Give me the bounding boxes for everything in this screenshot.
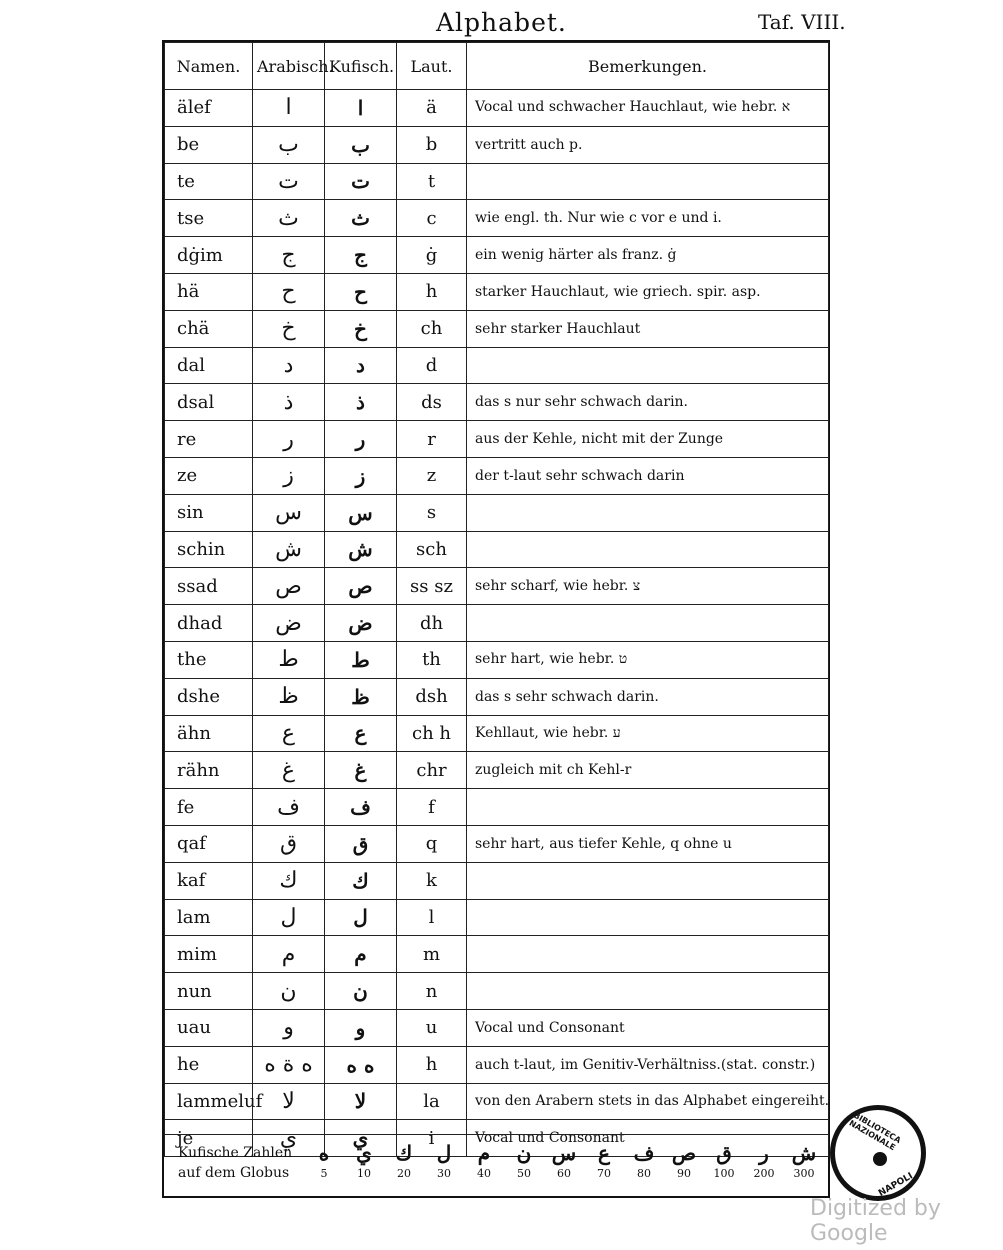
remark-text: vertritt auch p. bbox=[467, 126, 829, 163]
table-row bbox=[165, 1083, 829, 1120]
watermark: Digitized by Google bbox=[810, 1196, 941, 1246]
arabic-glyph: ي bbox=[253, 1120, 325, 1157]
laut-value: ch h bbox=[397, 715, 467, 752]
remark-text bbox=[467, 531, 829, 568]
letter-name: sin bbox=[165, 494, 253, 531]
remark-text: ein wenig härter als franz. ġ bbox=[467, 237, 829, 274]
remark-text bbox=[467, 936, 829, 973]
remark-text: das s nur sehr schwach darin. bbox=[467, 384, 829, 421]
remark-text: Vocal und Consonant bbox=[467, 1009, 829, 1046]
laut-value: dsh bbox=[397, 678, 467, 715]
arabic-glyph: ج bbox=[253, 237, 325, 274]
letter-name: ähn bbox=[165, 715, 253, 752]
laut-value: ä bbox=[397, 90, 467, 127]
laut-value: l bbox=[397, 899, 467, 936]
numeral-item bbox=[662, 1141, 706, 1180]
letter-name: ze bbox=[165, 457, 253, 494]
header-namen: Namen. bbox=[165, 43, 253, 90]
arabic-glyph: ع bbox=[253, 715, 325, 752]
kufic-glyph: ب bbox=[325, 126, 397, 163]
remark-text: starker Hauchlaut, wie griech. spir. asp. bbox=[467, 273, 829, 310]
laut-value: r bbox=[397, 421, 467, 458]
table-row bbox=[165, 568, 829, 605]
arabic-glyph: ث bbox=[253, 200, 325, 237]
numeral-value: 80 bbox=[637, 1167, 651, 1180]
arabic-glyph: ر bbox=[253, 421, 325, 458]
kufic-glyph: ج bbox=[325, 237, 397, 274]
letter-name: nun bbox=[165, 973, 253, 1010]
remark-text: aus der Kehle, nicht mit der Zunge bbox=[467, 421, 829, 458]
library-stamp bbox=[830, 1105, 926, 1201]
arabic-glyph: و bbox=[253, 1009, 325, 1046]
header-laut: Laut. bbox=[397, 43, 467, 90]
arabic-glyph: ا bbox=[253, 90, 325, 127]
kufic-glyph: م bbox=[325, 936, 397, 973]
table-row bbox=[165, 90, 829, 127]
remark-text: Vocal und schwacher Hauchlaut, wie hebr. א bbox=[467, 90, 829, 127]
numeral-item bbox=[702, 1141, 746, 1180]
letter-name: lammeluf bbox=[165, 1083, 253, 1120]
letter-name: je bbox=[165, 1120, 253, 1157]
remark-text: sehr scharf, wie hebr. צ bbox=[467, 568, 829, 605]
kufic-glyph: ت bbox=[325, 163, 397, 200]
laut-value: b bbox=[397, 126, 467, 163]
letter-name: mim bbox=[165, 936, 253, 973]
header-row bbox=[165, 43, 829, 90]
remark-text bbox=[467, 862, 829, 899]
table-row bbox=[165, 1046, 829, 1083]
kufic-glyph: ش bbox=[325, 531, 397, 568]
kufic-glyph: ظ bbox=[325, 678, 397, 715]
letter-name: dhad bbox=[165, 605, 253, 642]
table-row bbox=[165, 163, 829, 200]
remark-text bbox=[467, 347, 829, 384]
laut-value: i bbox=[397, 1120, 467, 1157]
numeral-value: 5 bbox=[320, 1167, 328, 1180]
numeral-glyph: ع bbox=[598, 1141, 610, 1165]
numeral-item bbox=[782, 1141, 826, 1180]
numerals-label-line2: auf dem Globus bbox=[178, 1165, 290, 1181]
header-bemerkungen: Bemerkungen. bbox=[467, 43, 829, 90]
numeral-item bbox=[542, 1141, 586, 1180]
table-row bbox=[165, 678, 829, 715]
numeral-value: 300 bbox=[793, 1167, 815, 1180]
laut-value: th bbox=[397, 641, 467, 678]
kufic-glyph: ق bbox=[325, 825, 397, 862]
kufic-glyph: ا bbox=[325, 90, 397, 127]
table-row bbox=[165, 825, 829, 862]
remark-text: zugleich mit ch Kehl-r bbox=[467, 752, 829, 789]
letter-name: rähn bbox=[165, 752, 253, 789]
kufic-glyph: و bbox=[325, 1009, 397, 1046]
plate-number: Taf. VIII. bbox=[758, 10, 846, 34]
stamp-emblem-icon bbox=[873, 1152, 887, 1166]
numeral-item bbox=[502, 1141, 546, 1180]
numeral-item bbox=[622, 1141, 666, 1180]
arabic-glyph: م bbox=[253, 936, 325, 973]
kufic-glyph: ع bbox=[325, 715, 397, 752]
laut-value: sch bbox=[397, 531, 467, 568]
arabic-glyph: ل bbox=[253, 899, 325, 936]
remark-text: Kehllaut, wie hebr. ע bbox=[467, 715, 829, 752]
arabic-glyph: ب bbox=[253, 126, 325, 163]
numeral-glyph: ه bbox=[318, 1141, 330, 1165]
laut-value: s bbox=[397, 494, 467, 531]
table-row bbox=[165, 973, 829, 1010]
numeral-glyph: ر bbox=[759, 1141, 769, 1165]
kufic-glyph: ه ه bbox=[325, 1046, 397, 1083]
letter-name: uau bbox=[165, 1009, 253, 1046]
laut-value: n bbox=[397, 973, 467, 1010]
table-row bbox=[165, 936, 829, 973]
laut-value: dh bbox=[397, 605, 467, 642]
stamp-text-bottom: NAPOLI bbox=[877, 1171, 915, 1199]
numerals-label bbox=[178, 1143, 292, 1183]
laut-value: m bbox=[397, 936, 467, 973]
remark-text: sehr hart, aus tiefer Kehle, q ohne u bbox=[467, 825, 829, 862]
kufic-glyph: ح bbox=[325, 273, 397, 310]
letter-name: qaf bbox=[165, 825, 253, 862]
letter-name: te bbox=[165, 163, 253, 200]
arabic-glyph: ن bbox=[253, 973, 325, 1010]
numeral-item bbox=[582, 1141, 626, 1180]
numeral-item bbox=[382, 1141, 426, 1180]
kufic-glyph: ل bbox=[325, 899, 397, 936]
laut-value: z bbox=[397, 457, 467, 494]
numeral-value: 70 bbox=[597, 1167, 611, 1180]
numerals-label-line1: Kufische Zahlen bbox=[178, 1145, 293, 1161]
laut-value: ch bbox=[397, 310, 467, 347]
table-row bbox=[165, 126, 829, 163]
arabic-glyph: س bbox=[253, 494, 325, 531]
letter-name: fe bbox=[165, 789, 253, 826]
numeral-item bbox=[462, 1141, 506, 1180]
numeral-value: 200 bbox=[753, 1167, 775, 1180]
arabic-glyph: خ bbox=[253, 310, 325, 347]
numeral-value: 30 bbox=[437, 1167, 451, 1180]
table-row bbox=[165, 237, 829, 274]
table-row bbox=[165, 421, 829, 458]
header-kufisch: Kufisch. bbox=[325, 43, 397, 90]
table-row bbox=[165, 715, 829, 752]
kufic-glyph: ي bbox=[325, 1120, 397, 1157]
remark-text: von den Arabern stets in das Alphabet eingereiht. bbox=[467, 1083, 829, 1120]
letter-name: lam bbox=[165, 899, 253, 936]
kufic-numerals bbox=[164, 1134, 828, 1197]
header-arabisch: Arabisch. bbox=[253, 43, 325, 90]
numeral-item bbox=[302, 1141, 346, 1180]
kufic-glyph: لا bbox=[325, 1083, 397, 1120]
numeral-value: 40 bbox=[477, 1167, 491, 1180]
table-row bbox=[165, 384, 829, 421]
remark-text bbox=[467, 899, 829, 936]
letter-name: he bbox=[165, 1046, 253, 1083]
letter-name: dsal bbox=[165, 384, 253, 421]
laut-value: t bbox=[397, 163, 467, 200]
kufic-glyph: ف bbox=[325, 789, 397, 826]
kufic-glyph: ص bbox=[325, 568, 397, 605]
table-row bbox=[165, 494, 829, 531]
letter-name: the bbox=[165, 641, 253, 678]
kufic-glyph: ض bbox=[325, 605, 397, 642]
kufic-glyph: ن bbox=[325, 973, 397, 1010]
laut-value: h bbox=[397, 1046, 467, 1083]
numeral-item bbox=[342, 1141, 386, 1180]
table-row bbox=[165, 789, 829, 826]
table-row bbox=[165, 862, 829, 899]
arabic-glyph: ز bbox=[253, 457, 325, 494]
numeral-glyph: م bbox=[477, 1141, 491, 1165]
kufic-glyph: غ bbox=[325, 752, 397, 789]
numeral-value: 50 bbox=[517, 1167, 531, 1180]
remark-text bbox=[467, 605, 829, 642]
arabic-glyph: ذ bbox=[253, 384, 325, 421]
letter-name: schin bbox=[165, 531, 253, 568]
arabic-glyph: ق bbox=[253, 825, 325, 862]
table-row bbox=[165, 605, 829, 642]
letter-name: re bbox=[165, 421, 253, 458]
remark-text: auch t-laut, im Genitiv-Verhältniss.(stat. constr.) bbox=[467, 1046, 829, 1083]
table-row bbox=[165, 310, 829, 347]
kufic-glyph: ز bbox=[325, 457, 397, 494]
table-row bbox=[165, 1009, 829, 1046]
laut-value: k bbox=[397, 862, 467, 899]
letter-name: kaf bbox=[165, 862, 253, 899]
kufic-glyph: ر bbox=[325, 421, 397, 458]
numeral-glyph: ن bbox=[516, 1141, 532, 1165]
laut-value: ss sz bbox=[397, 568, 467, 605]
table-row bbox=[165, 200, 829, 237]
kufic-glyph: د bbox=[325, 347, 397, 384]
numeral-value: 20 bbox=[397, 1167, 411, 1180]
laut-value: ġ bbox=[397, 237, 467, 274]
table-row bbox=[165, 457, 829, 494]
arabic-glyph: ح bbox=[253, 273, 325, 310]
arabic-glyph: ت bbox=[253, 163, 325, 200]
arabic-glyph: ض bbox=[253, 605, 325, 642]
numeral-glyph: ق bbox=[716, 1141, 732, 1165]
arabic-glyph: ص bbox=[253, 568, 325, 605]
arabic-glyph: د bbox=[253, 347, 325, 384]
remark-text: sehr starker Hauchlaut bbox=[467, 310, 829, 347]
numeral-glyph: ف bbox=[633, 1141, 655, 1165]
arabic-glyph: ظ bbox=[253, 678, 325, 715]
letter-name: dġim bbox=[165, 237, 253, 274]
alphabet-table bbox=[164, 42, 829, 1157]
remark-text: wie engl. th. Nur wie c vor e und i. bbox=[467, 200, 829, 237]
alphabet-table-frame bbox=[162, 40, 830, 1198]
kufic-glyph: ك bbox=[325, 862, 397, 899]
table-row bbox=[165, 752, 829, 789]
remark-text bbox=[467, 163, 829, 200]
remark-text: sehr hart, wie hebr. ט bbox=[467, 641, 829, 678]
numeral-glyph: ش bbox=[791, 1141, 817, 1165]
remark-text bbox=[467, 973, 829, 1010]
kufic-glyph: خ bbox=[325, 310, 397, 347]
arabic-glyph: ط bbox=[253, 641, 325, 678]
letter-name: dshe bbox=[165, 678, 253, 715]
numeral-glyph: ص bbox=[671, 1141, 697, 1165]
table-row bbox=[165, 347, 829, 384]
numeral-item bbox=[422, 1141, 466, 1180]
kufic-glyph: ط bbox=[325, 641, 397, 678]
table-row bbox=[165, 641, 829, 678]
numeral-glyph: ل bbox=[436, 1141, 452, 1165]
laut-value: d bbox=[397, 347, 467, 384]
kufic-glyph: ث bbox=[325, 200, 397, 237]
laut-value: q bbox=[397, 825, 467, 862]
numeral-item bbox=[742, 1141, 786, 1180]
laut-value: c bbox=[397, 200, 467, 237]
arabic-glyph: ف bbox=[253, 789, 325, 826]
arabic-glyph: ك bbox=[253, 862, 325, 899]
stamp-text-top: BIBLIOTECA NAZIONALE bbox=[847, 1110, 903, 1153]
remark-text bbox=[467, 789, 829, 826]
remark-text bbox=[467, 494, 829, 531]
table-row bbox=[165, 899, 829, 936]
numeral-value: 10 bbox=[357, 1167, 371, 1180]
numeral-glyph: س bbox=[551, 1141, 577, 1165]
arabic-glyph: ه ة ه bbox=[253, 1046, 325, 1083]
numeral-value: 100 bbox=[713, 1167, 735, 1180]
letter-name: älef bbox=[165, 90, 253, 127]
laut-value: ds bbox=[397, 384, 467, 421]
letter-name: chä bbox=[165, 310, 253, 347]
letter-name: dal bbox=[165, 347, 253, 384]
table-row bbox=[165, 273, 829, 310]
laut-value: f bbox=[397, 789, 467, 826]
letter-name: tse bbox=[165, 200, 253, 237]
kufic-glyph: س bbox=[325, 494, 397, 531]
remark-text: das s sehr schwach darin. bbox=[467, 678, 829, 715]
letter-name: hä bbox=[165, 273, 253, 310]
arabic-glyph: لا bbox=[253, 1083, 325, 1120]
arabic-glyph: ش bbox=[253, 531, 325, 568]
table-row bbox=[165, 531, 829, 568]
laut-value: la bbox=[397, 1083, 467, 1120]
numeral-value: 60 bbox=[557, 1167, 571, 1180]
laut-value: u bbox=[397, 1009, 467, 1046]
numeral-value: 90 bbox=[677, 1167, 691, 1180]
numeral-glyph: ي bbox=[356, 1141, 372, 1165]
kufic-glyph: ذ bbox=[325, 384, 397, 421]
page-title: Alphabet. bbox=[436, 8, 567, 37]
remark-text: der t-laut sehr schwach darin bbox=[467, 457, 829, 494]
letter-name: be bbox=[165, 126, 253, 163]
arabic-glyph: غ bbox=[253, 752, 325, 789]
laut-value: h bbox=[397, 273, 467, 310]
remark-text: Vocal und Consonant bbox=[467, 1120, 829, 1157]
letter-name: ssad bbox=[165, 568, 253, 605]
laut-value: chr bbox=[397, 752, 467, 789]
numeral-glyph: ك bbox=[395, 1141, 413, 1165]
